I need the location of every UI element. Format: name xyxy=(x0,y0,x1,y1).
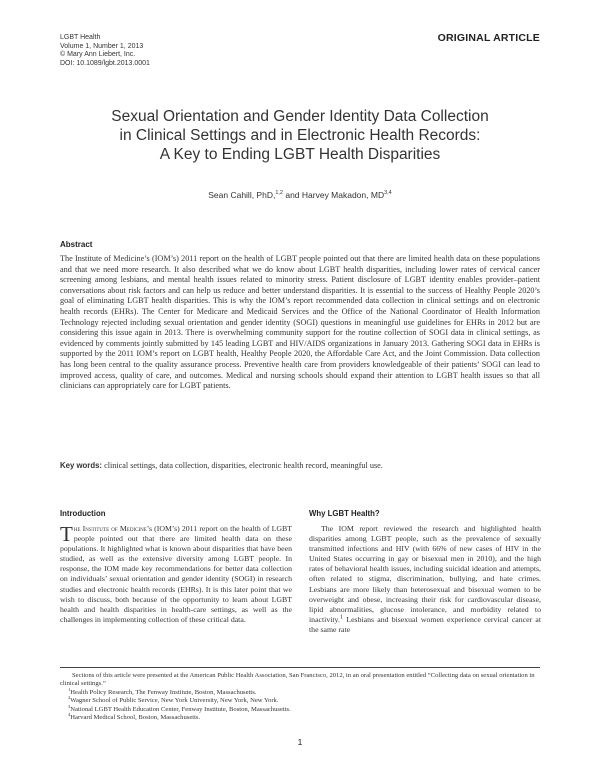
footnote-item: $^4$Harvard Medical School, Boston, Massachusetts. xyxy=(68,711,201,722)
keywords-text: clinical settings, data collection, disparities, electronic health record, meaningful use. xyxy=(102,461,383,470)
journal-info xyxy=(60,34,150,68)
page-number: 1 xyxy=(297,737,303,747)
keywords xyxy=(60,461,540,472)
abstract-text: The Institute of Medicine’s (IOM’s) 2011 report on the health of LGBT people pointed out that there are limited health data on these populations and that we need more research. It also described what we do know about LGBT health disparities, including lower rates of cervical cancer screening among lesbians, and mental health issues related to minority stress. Patient disclosure of LGBT identity enables provider–patient conversations about risk factors and can help us reduce and better understand disparities. It is essential to the success of Healthy People 2020’s goal of eliminating LGBT health disparities. This is why the IOM’s report recommended data collection in clinical settings and on electronic health records (EHRs). The Center for Medicare and Medicaid Services and the Office of the National Coordinator of Health Information Technology rejected including sexual orientation and gender identity (SOGI) questions in meaningful use guidelines for EHRs in 2012 but are considering this issue again in 2013. There is overwhelming community support for the routine collection of SOGI data in clinical settings, as evidenced by comments jointly submitted by 145 leading LGBT and HIV/AIDS organizations in January 2013. Gathering SOGI data in EHRs is supported by the 2011 IOM’s report on LGBT health, Healthy People 2020, the Affordable Care Act, and the Joint Commission. Data collection has long been central to the quality assurance process. Preventive health care from providers knowledgeable of their patients’ SOGI can lead to improved access, quality of care, and outcomes. Medical and nursing schools should expand their attention to LGBT health issues so that all clinicians can appropriately care for LGBT patients. xyxy=(60,254,540,391)
author-name: and Harvey Makadon, MD xyxy=(282,190,385,200)
intro-smallcaps: he Institute of Medicine xyxy=(73,524,147,533)
article-title xyxy=(60,107,540,164)
journal-doi: DOI: 10.1089/lgbt.2013.0001 xyxy=(60,59,150,67)
author-name: Sean Cahill, PhD, xyxy=(208,190,276,200)
why-text: The IOM report reviewed the research and highlighted health disparities among LGBT people, such as the prevalence of sexually transmitted infections and HIV (with 66% of new cases of HIV in the United States occurring in gay or bisexual men in 2010), and the high rates of behavioral health issues, including suicidal ideation and attempts, often related to stigma, discrimination, bullying, and hate crimes. Lesbians are more likely than heterosexual and bisexual women to be overweight and obese, increasing their risk for cardiovascular disease, lipid abnormalities, glucose intolerance, and morbidity related to inactivity. xyxy=(309,524,541,624)
abstract-heading: Abstract xyxy=(60,240,93,249)
title-line: in Clinical Settings and in Electronic Health Records: xyxy=(119,127,481,144)
footnote-item: $^2$Wagner School of Public Service, New York University, New York, New York. xyxy=(68,695,279,705)
citation-ref: 1 xyxy=(339,613,344,621)
author-line xyxy=(60,190,540,200)
journal-volume: Volume 1, Number 1, 2013 xyxy=(60,42,144,50)
why-body xyxy=(309,524,541,635)
intro-text: ’s (IOM’s) 2011 report on the health of LGBT people pointed out that there are limited health data on these populations. It highlighted what is known about disparities that have been studied, as well as the extensive diversity among LGBT people. In response, the IOM made key recommendations for better data collection on individuals’ sexual orientation and gender identity (SOGI) in research studies and electronic health records (EHRs). It is this later point that we wish to discuss, both because of the opportunity to learn about LGBT health and health disparities in health-care settings, as well as the challenges in implementing collection of these critical data. xyxy=(60,524,292,624)
why-tail: Lesbians and bisexual women experience cervical cancer at the same rate xyxy=(309,614,541,634)
footnote-intro: Sections of this article were presented at the American Public Health Association, San Francisco, 2012, in an oral presentation entitled “Collecting data on sexual orientation in clinical settings.” xyxy=(60,672,535,688)
title-line: Sexual Orientation and Gender Identity Data Collection xyxy=(111,108,489,125)
article-type: ORIGINAL ARTICLE xyxy=(437,32,540,44)
author-affiliation-ref: 3,4 xyxy=(384,190,392,197)
section-heading-why-lgbt-health: Why LGBT Health? xyxy=(309,509,380,518)
footnote-rule xyxy=(60,667,540,668)
author-affiliation-ref: 1,2 xyxy=(275,190,283,197)
title-line: A Key to Ending LGBT Health Disparities xyxy=(159,146,441,163)
footnotes xyxy=(60,672,540,722)
journal-copyright: © Mary Ann Liebert, Inc. xyxy=(60,51,136,58)
journal-name: LGBT Health xyxy=(60,34,101,41)
introduction-body xyxy=(60,524,292,625)
footnote-item: $^1$Health Policy Research, The Fenway Institute, Boston, Massachusetts. xyxy=(68,686,257,696)
drop-cap: T xyxy=(60,522,73,546)
section-heading-introduction: Introduction xyxy=(60,509,106,518)
footnote-item: $^3$National LGBT Health Education Center, Fenway Institute, Boston, Massachusetts. xyxy=(68,703,291,713)
keywords-label: Key words: xyxy=(60,461,103,470)
